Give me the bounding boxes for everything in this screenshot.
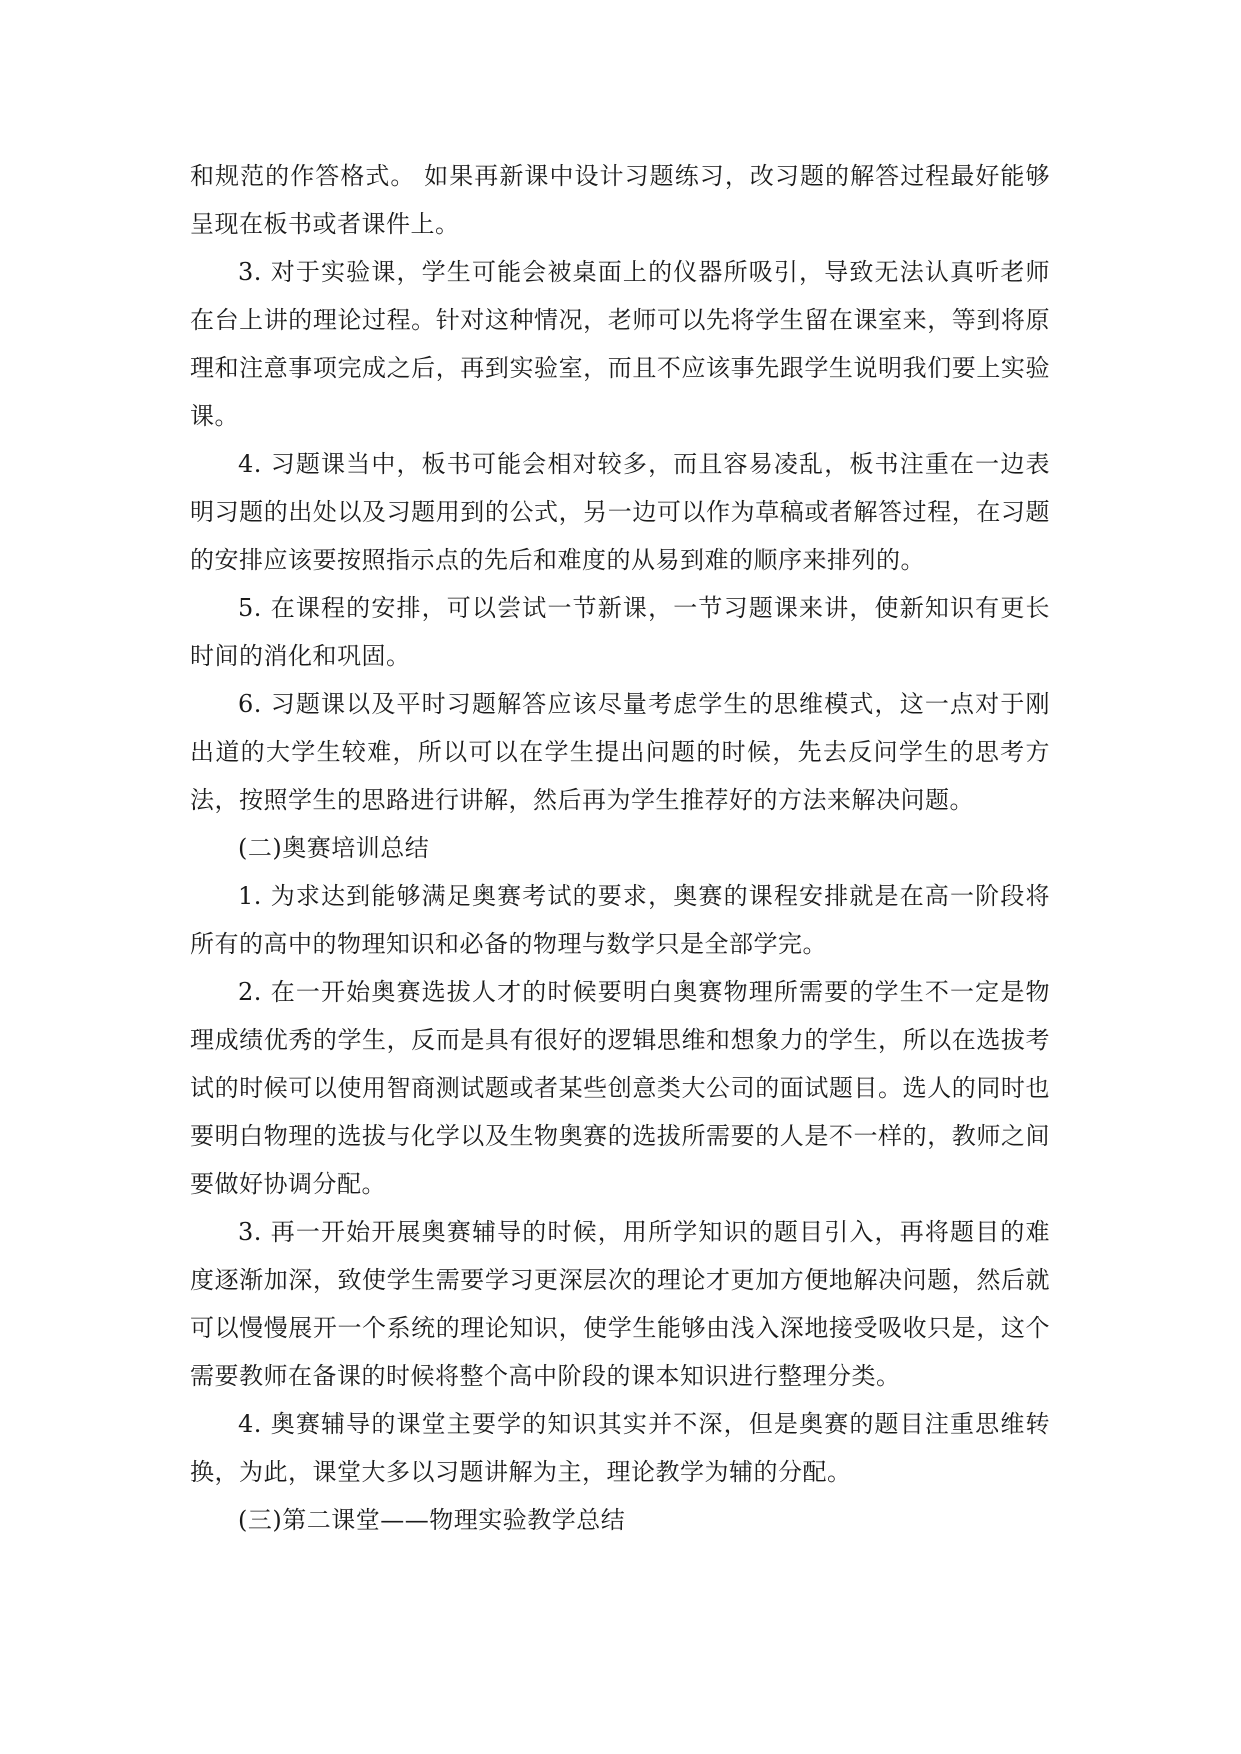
paragraph-continuation: 和规范的作答格式。 如果再新课中设计习题练习，改习题的解答过程最好能够呈现在板书或者课件上。 (190, 162, 1050, 238)
paragraph-item-4: 4. 习题课当中，板书可能会相对较多，而且容易凌乱，板书注重在一边表明习题的出处以及习题用到的公式，另一边可以作为草稿或者解答过程，在习题的安排应该要按照指示点的先后和难度的从易到难的顺序来排列的。 (190, 450, 1050, 574)
paragraph-item-5: 5. 在课程的安排，可以尝试一节新课，一节习题课来讲，使新知识有更长时间的消化和巩固。 (190, 594, 1050, 670)
paragraph-olympiad-2: 2. 在一开始奥赛选拔人才的时候要明白奥赛物理所需要的学生不一定是物理成绩优秀的学生，反而是具有很好的逻辑思维和想象力的学生，所以在选拔考试的时候可以使用智商测试题或者某些创意类大公司的面试题目。选人的同时也要明白物理的选拔与化学以及生物奥赛的选拔所需要的人是不一样的，教师之间要做好协调分配。 (190, 978, 1050, 1198)
paragraph-item-6: 6. 习题课以及平时习题解答应该尽量考虑学生的思维模式，这一点对于刚出道的大学生较难，所以可以在学生提出问题的时候，先去反问学生的思考方法，按照学生的思路进行讲解，然后再为学生推荐好的方法来解决问题。 (190, 690, 1050, 814)
paragraph-item-3: 3. 对于实验课，学生可能会被桌面上的仪器所吸引，导致无法认真听老师在台上讲的理论过程。针对这种情况，老师可以先将学生留在课室来，等到将原理和注意事项完成之后，再到实验室，而且不应该事先跟学生说明我们要上实验课。 (190, 258, 1050, 430)
paragraph-olympiad-1: 1. 为求达到能够满足奥赛考试的要求，奥赛的课程安排就是在高一阶段将所有的高中的物理知识和必备的物理与数学只是全部学完。 (190, 882, 1050, 958)
paragraph-olympiad-3: 3. 再一开始开展奥赛辅导的时候，用所学知识的题目引入，再将题目的难度逐渐加深，致使学生需要学习更深层次的理论才更加方便地解决问题，然后就可以慢慢展开一个系统的理论知识，使学生能够由浅入深地接受吸收只是，这个需要教师在备课的时候将整个高中阶段的课本知识进行整理分类。 (190, 1218, 1050, 1390)
section-heading-lab: (三)第二课堂——物理实验教学总结 (238, 1506, 626, 1534)
document-body (190, 152, 1050, 1544)
paragraph-olympiad-4: 4. 奥赛辅导的课堂主要学的知识其实并不深，但是奥赛的题目注重思维转换，为此，课堂大多以习题讲解为主，理论教学为辅的分配。 (190, 1410, 1050, 1486)
section-heading-olympiad: (二)奥赛培训总结 (238, 834, 430, 862)
